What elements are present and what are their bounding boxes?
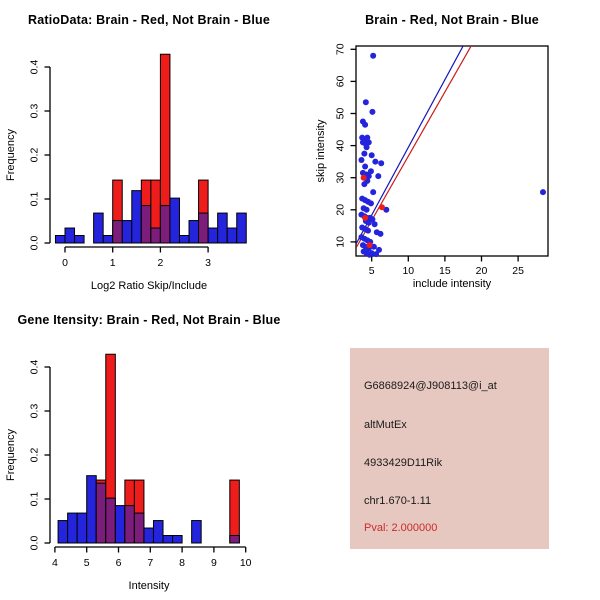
plot-box	[356, 46, 548, 256]
hist-bar-blue	[65, 228, 75, 243]
scatter-point-blue	[362, 122, 368, 128]
scatter-point-red	[367, 242, 373, 248]
x-tick-label: 5	[83, 557, 90, 569]
x-axis-label: Log2 Ratio Skip/Include	[90, 280, 208, 292]
scatter-point-blue	[361, 181, 367, 187]
scatter-point-blue	[365, 228, 371, 234]
hist-bar-blue	[163, 536, 173, 543]
scatter-point-blue	[377, 231, 383, 237]
hist-bar-blue	[189, 221, 199, 243]
hist-bar-overlap	[113, 221, 123, 243]
x-tick-label: 0	[62, 257, 68, 269]
x-tick-label: 8	[179, 557, 186, 569]
x-tick-label: 10	[402, 265, 415, 277]
scatter-point-blue	[358, 157, 364, 163]
hist-bar-blue	[237, 213, 247, 243]
panel-intensity-scatter	[300, 0, 600, 300]
hist-bar-overlap	[151, 228, 161, 243]
y-tick-label: 40	[334, 139, 347, 152]
x-axis-label: include intensity	[412, 278, 492, 290]
y-tick-label: 0.0	[28, 535, 41, 551]
scatter-point-blue	[540, 189, 546, 195]
y-tick-label: 0.3	[28, 103, 41, 119]
hist-bar-blue	[94, 213, 104, 243]
scatter-point-blue	[366, 220, 372, 226]
x-tick-label: 25	[512, 265, 524, 277]
y-tick-label: 0.4	[28, 59, 41, 75]
x-tick-label: 9	[210, 557, 217, 569]
x-tick-label: 5	[368, 265, 375, 277]
x-axis-label: Intensity	[128, 580, 170, 592]
x-tick-label: 15	[439, 265, 451, 277]
scatter-point-blue	[367, 252, 373, 258]
scatter-point-blue	[369, 152, 375, 158]
scatter-point-blue	[372, 159, 378, 165]
y-tick-label: 30	[334, 171, 347, 184]
probe-id-text: G6868924@J908113@i_at	[364, 380, 497, 392]
y-tick-label: 10	[334, 236, 347, 248]
y-tick-label: 0.2	[28, 147, 41, 163]
event-type-text: altMutEx	[364, 419, 407, 431]
hist-bar-blue	[77, 513, 87, 543]
y-tick-label: 70	[334, 43, 347, 56]
y-tick-label: 0.1	[28, 491, 41, 507]
hist-bar-blue	[122, 221, 132, 243]
x-tick-label: 7	[147, 557, 154, 569]
chromosome-location-text: chr1.670-1.11	[364, 495, 432, 507]
y-tick-label: 0.2	[28, 447, 41, 463]
scatter-point-blue	[370, 189, 376, 195]
info-box	[350, 348, 549, 549]
hist-bar-overlap	[199, 213, 209, 243]
hist-bar-blue	[227, 228, 237, 243]
x-tick-label: 1	[109, 257, 116, 269]
fit-line-blue	[356, 44, 464, 243]
intensity-scatter-chart	[300, 0, 600, 300]
hist-bar-overlap	[96, 483, 106, 543]
scatter-point-blue	[364, 207, 370, 213]
hist-bar-blue	[170, 198, 180, 243]
x-tick-label: 10	[239, 557, 252, 569]
scatter-point-blue	[368, 200, 374, 206]
hist-bar-blue	[58, 521, 68, 543]
chart-title: Brain - Red, Not Brain - Blue	[365, 13, 539, 27]
pval-text: Pval: 2.000000	[364, 522, 438, 534]
y-axis-label: Frequency	[5, 429, 17, 481]
y-tick-label: 0.1	[28, 191, 41, 207]
y-tick-label: 50	[334, 107, 347, 120]
hist-bar-blue	[153, 521, 163, 543]
hist-bar-overlap	[125, 506, 135, 543]
panel-ratio-histogram	[0, 0, 300, 300]
ratio-histogram-chart	[0, 0, 300, 300]
scatter-point-blue	[375, 173, 381, 179]
chart-title: Gene Itensity: Brain - Red, Not Brain - Blue	[17, 313, 281, 327]
scatter-point-blue	[362, 163, 368, 169]
hist-bar-overlap	[230, 536, 240, 543]
scatter-point-red	[362, 215, 368, 221]
gene-intensity-histogram-chart	[0, 300, 300, 600]
scatter-point-blue	[361, 151, 367, 157]
hist-bar-blue	[173, 536, 183, 543]
hist-bar-blue	[208, 228, 218, 243]
hist-bar-overlap	[106, 498, 116, 543]
panel-gene-info	[300, 300, 600, 600]
y-axis-label: skip intensity	[315, 119, 327, 183]
scatter-point-blue	[378, 160, 384, 166]
scatter-point-blue	[369, 109, 375, 115]
scatter-point-blue	[372, 221, 378, 227]
hist-bar-overlap	[141, 206, 151, 243]
y-tick-label: 0.0	[28, 235, 41, 251]
hist-bar-blue	[75, 236, 85, 243]
hist-bar-blue	[132, 191, 142, 243]
hist-bar-blue	[218, 213, 228, 243]
scatter-point-blue	[370, 53, 376, 59]
chart-title: RatioData: Brain - Red, Not Brain - Blue	[27, 13, 271, 27]
hist-bar-blue	[144, 528, 154, 543]
hist-bar-blue	[115, 506, 125, 543]
y-tick-label: 20	[334, 203, 347, 216]
hist-bar-overlap	[160, 206, 170, 243]
hist-bar-overlap	[134, 513, 144, 543]
y-tick-label: 60	[334, 75, 347, 88]
hist-bar-blue	[55, 236, 65, 243]
hist-bar-blue	[87, 476, 97, 543]
x-tick-label: 20	[475, 265, 488, 277]
hist-bar-blue	[179, 236, 189, 243]
scatter-point-red	[379, 204, 385, 210]
y-tick-label: 0.3	[28, 403, 41, 419]
hist-bar-red	[230, 480, 240, 543]
scatter-point-red	[361, 175, 367, 181]
y-tick-label: 0.4	[28, 359, 41, 375]
hist-bar-blue	[68, 513, 78, 543]
y-axis-label: Frequency	[5, 129, 17, 181]
scatter-point-blue	[363, 99, 369, 105]
panel-gene-intensity-histogram	[0, 300, 300, 600]
hist-bar-blue	[192, 521, 202, 543]
x-tick-label: 2	[157, 257, 164, 269]
x-tick-label: 4	[51, 557, 58, 569]
gene-name-text: 4933429D11Rik	[364, 457, 443, 469]
x-tick-label: 3	[205, 257, 212, 269]
scatter-point-blue	[364, 144, 370, 150]
scatter-point-blue	[373, 251, 379, 257]
x-tick-label: 6	[115, 557, 122, 569]
hist-bar-blue	[103, 236, 113, 243]
